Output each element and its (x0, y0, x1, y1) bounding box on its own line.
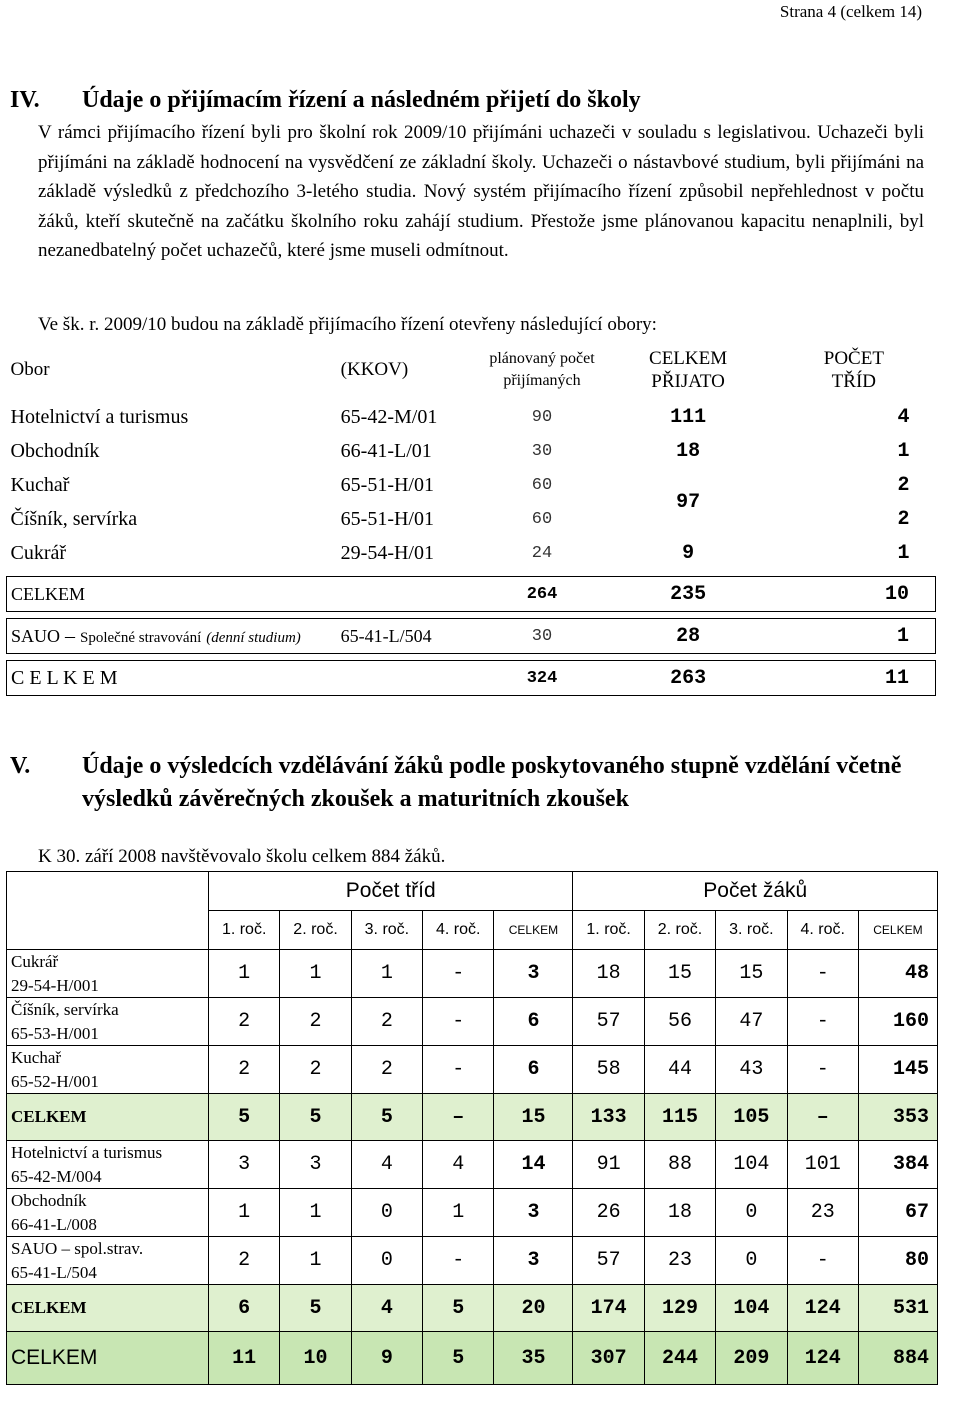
row-obor: Cukrář (10, 541, 67, 564)
row-value: 0 (716, 1189, 787, 1237)
row-value: 2 (351, 998, 422, 1046)
row-value: 160 (858, 998, 937, 1046)
total-value: 209 (716, 1332, 787, 1385)
row-value: 2 (209, 998, 280, 1046)
row-kkov: 65-42-M/01 (340, 405, 438, 428)
row-admitted: 9 (682, 541, 695, 565)
table-row (7, 502, 936, 536)
celkem-row (7, 577, 936, 612)
total-value: 5 (423, 1285, 494, 1332)
row-label (7, 998, 209, 1046)
row-value: 1 (280, 1237, 351, 1285)
sauo-planned: 30 (480, 619, 604, 654)
row-value: 18 (573, 950, 644, 998)
row-name: Kuchař (11, 1048, 62, 1067)
row-kkov: 65-51-H/01 (340, 507, 434, 530)
total-value: 307 (573, 1332, 644, 1385)
sauo-kkov: 65-41-L/504 (341, 619, 480, 654)
total-label: CELKEM (7, 1094, 209, 1141)
grand-total-row (7, 1332, 938, 1385)
sub-header: 2. roč. (280, 911, 351, 950)
total-value: 5 (351, 1094, 422, 1141)
row-value: 2 (209, 1237, 280, 1285)
row-code: 65-41-L/504 (11, 1262, 97, 1282)
row-value: 43 (716, 1046, 787, 1094)
sub-header: 2. roč. (644, 911, 715, 950)
section-5-intro: K 30. září 2008 navštěvovalo školu celkem 884 žáků. (38, 846, 446, 867)
sauo-note: (denní studium) (206, 629, 301, 646)
row-classes: 2 (897, 473, 910, 497)
row-value: 3 (494, 1237, 573, 1285)
row-value: 1 (351, 950, 422, 998)
students-body-1 (7, 950, 938, 1094)
row-name: Cukrář (11, 952, 59, 971)
row-value: 47 (716, 998, 787, 1046)
page-number: Strana 4 (celkem 14) (779, 2, 922, 21)
row-code: 65-52-H/001 (11, 1071, 99, 1091)
row-value: 1 (423, 1189, 494, 1237)
row-value: 56 (644, 998, 715, 1046)
total-value: 104 (716, 1285, 787, 1332)
table-row (7, 998, 938, 1046)
row-value: 48 (858, 950, 937, 998)
section-5-heading (10, 750, 942, 816)
header-obor: Obor (10, 359, 50, 380)
row-value: 80 (858, 1237, 937, 1285)
row-value: - (423, 998, 494, 1046)
celkem-admitted: 235 (604, 577, 772, 612)
row-planned: 24 (531, 543, 553, 563)
section-4-title: Údaje o přijímacím řízení a následném přijetí do školy (82, 87, 641, 113)
row-value: 0 (351, 1189, 422, 1237)
row-classes: 2 (897, 507, 910, 531)
section-4-heading (10, 87, 641, 114)
sub-header: CELKEM (494, 911, 573, 950)
total-value: – (787, 1094, 858, 1141)
row-obor: Hotelnictví a turismus (10, 405, 189, 428)
table-row (7, 434, 936, 468)
row-name: SAUO – spol.strav. (11, 1239, 144, 1258)
total-label: CELKEM (7, 1332, 209, 1385)
row-code: 65-53-H/001 (11, 1023, 99, 1043)
students-table (6, 871, 938, 1385)
table-row (7, 400, 936, 434)
row-value: 3 (494, 1189, 573, 1237)
header-classes-line2: TŘÍD (831, 371, 876, 392)
row-kkov: 65-51-H/01 (340, 473, 434, 496)
row-value: 23 (644, 1237, 715, 1285)
total-value: 5 (280, 1094, 351, 1141)
total-value: 15 (494, 1094, 573, 1141)
table-row (7, 1046, 938, 1094)
total-value: 174 (573, 1285, 644, 1332)
header-admitted-line1: CELKEM (649, 348, 728, 369)
total-value: – (423, 1094, 494, 1141)
row-value: - (787, 1237, 858, 1285)
row-name: Číšník, servírka (11, 1000, 119, 1019)
total-value: 884 (858, 1332, 937, 1385)
row-value: 14 (494, 1141, 573, 1189)
total-value: 531 (858, 1285, 937, 1332)
total-planned: 324 (480, 661, 604, 696)
row-value: 1 (209, 1189, 280, 1237)
row-value: 0 (351, 1237, 422, 1285)
total-value: 115 (644, 1094, 715, 1141)
row-value: - (423, 950, 494, 998)
header-kkov: (KKOV) (340, 359, 409, 380)
celkem-planned: 264 (480, 577, 604, 612)
row-label (7, 1141, 209, 1189)
total-value: 9 (351, 1332, 422, 1385)
admissions-header-row (7, 340, 936, 400)
row-value: 1 (280, 1189, 351, 1237)
row-classes: 1 (897, 439, 910, 463)
row-value: 18 (644, 1189, 715, 1237)
row-value: 4 (351, 1141, 422, 1189)
table-row (7, 950, 938, 998)
row-value: 15 (644, 950, 715, 998)
celkem-classes: 10 (772, 577, 935, 612)
total-value: 129 (644, 1285, 715, 1332)
sub-header: 4. roč. (423, 911, 494, 950)
row-value: 104 (716, 1141, 787, 1189)
row-value: 1 (280, 950, 351, 998)
total-label: CELKEM (7, 1285, 209, 1332)
sub-header: 1. roč. (209, 911, 280, 950)
total-value: 124 (787, 1332, 858, 1385)
group-students: Počet žáků (573, 872, 938, 911)
sauo-abbr: SAUO (11, 625, 61, 646)
row-value: 2 (280, 998, 351, 1046)
row-value: 88 (644, 1141, 715, 1189)
row-value: - (423, 1046, 494, 1094)
row-value: 0 (716, 1237, 787, 1285)
row-value: 67 (858, 1189, 937, 1237)
row-kkov: 66-41-L/01 (340, 439, 432, 462)
header-classes-line1: POČET (823, 348, 884, 369)
row-label (7, 950, 209, 998)
sauo-row (7, 619, 936, 654)
table-row (7, 1141, 938, 1189)
total-classes: 11 (772, 661, 935, 696)
row-classes: 1 (897, 541, 910, 565)
total-value: 10 (280, 1332, 351, 1385)
row-obor: Obchodník (10, 439, 100, 462)
row-value: 15 (716, 950, 787, 998)
row-value: 384 (858, 1141, 937, 1189)
row-admitted-merged: 97 (676, 490, 701, 514)
row-admitted: 18 (676, 439, 701, 463)
total-value: 5 (209, 1094, 280, 1141)
total-value: 20 (494, 1285, 573, 1332)
header-admitted-line2: PŘIJATO (651, 371, 725, 392)
row-code: 66-41-L/008 (11, 1214, 97, 1234)
total-admitted: 263 (604, 661, 772, 696)
section-4-number: IV. (10, 87, 40, 113)
header-admitted (604, 340, 772, 400)
subtotal-row-1 (7, 1094, 938, 1141)
sauo-classes: 1 (772, 619, 935, 654)
total-value: 35 (494, 1332, 573, 1385)
table-row (7, 1189, 938, 1237)
group-header-row (7, 872, 938, 911)
row-value: 2 (209, 1046, 280, 1094)
row-value: 26 (573, 1189, 644, 1237)
row-value: 6 (494, 1046, 573, 1094)
total-value: 4 (351, 1285, 422, 1332)
row-value: 145 (858, 1046, 937, 1094)
row-code: 29-54-H/001 (11, 975, 99, 995)
row-planned: 60 (531, 509, 553, 529)
empty-corner (7, 872, 209, 950)
header-planned (480, 340, 604, 400)
row-value: 57 (573, 998, 644, 1046)
row-label (7, 1189, 209, 1237)
subtotal-row-2 (7, 1285, 938, 1332)
row-kkov: 29-54-H/01 (340, 541, 434, 564)
row-label (7, 1046, 209, 1094)
row-value: 2 (351, 1046, 422, 1094)
row-value: 4 (423, 1141, 494, 1189)
row-classes: 4 (897, 405, 910, 429)
group-classes: Počet tříd (209, 872, 573, 911)
row-value: 2 (280, 1046, 351, 1094)
row-admitted: 111 (670, 405, 707, 429)
section-4-intro: Ve šk. r. 2009/10 budou na základě přijímacího řízení otevřeny následující obory: (38, 314, 657, 335)
row-obor: Číšník, servírka (10, 507, 138, 530)
row-obor: Kuchař (10, 473, 70, 496)
row-value: 57 (573, 1237, 644, 1285)
row-value: 6 (494, 998, 573, 1046)
total-value: 133 (573, 1094, 644, 1141)
row-planned: 30 (531, 441, 553, 461)
row-value: 91 (573, 1141, 644, 1189)
row-value: 44 (644, 1046, 715, 1094)
total-label: C E L K E M (7, 661, 481, 696)
total-value: 6 (209, 1285, 280, 1332)
sub-header: 3. roč. (716, 911, 787, 950)
total-value: 124 (787, 1285, 858, 1332)
row-value: 101 (787, 1141, 858, 1189)
total-value: 5 (280, 1285, 351, 1332)
sauo-admitted: 28 (604, 619, 772, 654)
students-body-2 (7, 1141, 938, 1285)
row-value: 3 (280, 1141, 351, 1189)
header-classes (772, 340, 935, 400)
table-row (7, 536, 936, 570)
sub-header: 4. roč. (787, 911, 858, 950)
total-row (7, 661, 936, 696)
row-label (7, 1237, 209, 1285)
section-5-title: Údaje o výsledcích vzdělávání žáků podle poskytovaného stupně vzdělání včetně výsledků závěrečných zkoušek a maturitních zkoušek (82, 753, 902, 812)
sauo-label (7, 619, 341, 654)
row-planned: 60 (531, 475, 553, 495)
total-value: 244 (644, 1332, 715, 1385)
total-value: 353 (858, 1094, 937, 1141)
table-row (7, 468, 936, 502)
row-name: Obchodník (11, 1191, 87, 1210)
row-value: 3 (494, 950, 573, 998)
total-value: 11 (209, 1332, 280, 1385)
section-4-paragraph: V rámci přijímacího řízení byli pro školní rok 2009/10 přijímáni uchazeči v souladu s legislativou. Uchazeči byli přijímáni na základě hodnocení na vysvědčení ze základní školy. Uchazeči o nástavbové studium, byli přijímáni na základě výsledků z předchozího 3-letého studia. Nový systém přijímacího řízení způsobil nepřehlednost v počtu žáků, kteří skutečně na začátku školního roku zahájí studium. Přestože jsme plánovanou kapacitu nenaplnili, byl nezanedbatelný počet uchazečů, které jsme museli odmítnout. (38, 122, 924, 261)
celkem-label: CELKEM (7, 577, 481, 612)
row-code: 65-42-M/004 (11, 1166, 102, 1186)
row-value: - (787, 998, 858, 1046)
row-name: Hotelnictví a turismus (11, 1143, 163, 1162)
sub-header: 1. roč. (573, 911, 644, 950)
table-row (7, 1237, 938, 1285)
section-5-number: V. (10, 753, 31, 779)
row-value: - (787, 950, 858, 998)
row-value: 3 (209, 1141, 280, 1189)
row-planned: 90 (531, 407, 553, 427)
header-planned-line1: plánovaný počet (489, 350, 595, 367)
row-value: 1 (209, 950, 280, 998)
row-value: - (423, 1237, 494, 1285)
sub-header: 3. roč. (351, 911, 422, 950)
row-value: 58 (573, 1046, 644, 1094)
total-value: 5 (423, 1332, 494, 1385)
total-value: 105 (716, 1094, 787, 1141)
admissions-table (6, 340, 936, 696)
header-planned-line2: přijímaných (503, 372, 581, 389)
sauo-dash: – (60, 624, 81, 647)
row-value: - (787, 1046, 858, 1094)
sauo-name: Společné stravování (80, 629, 202, 646)
sub-header: CELKEM (858, 911, 937, 950)
row-value: 23 (787, 1189, 858, 1237)
